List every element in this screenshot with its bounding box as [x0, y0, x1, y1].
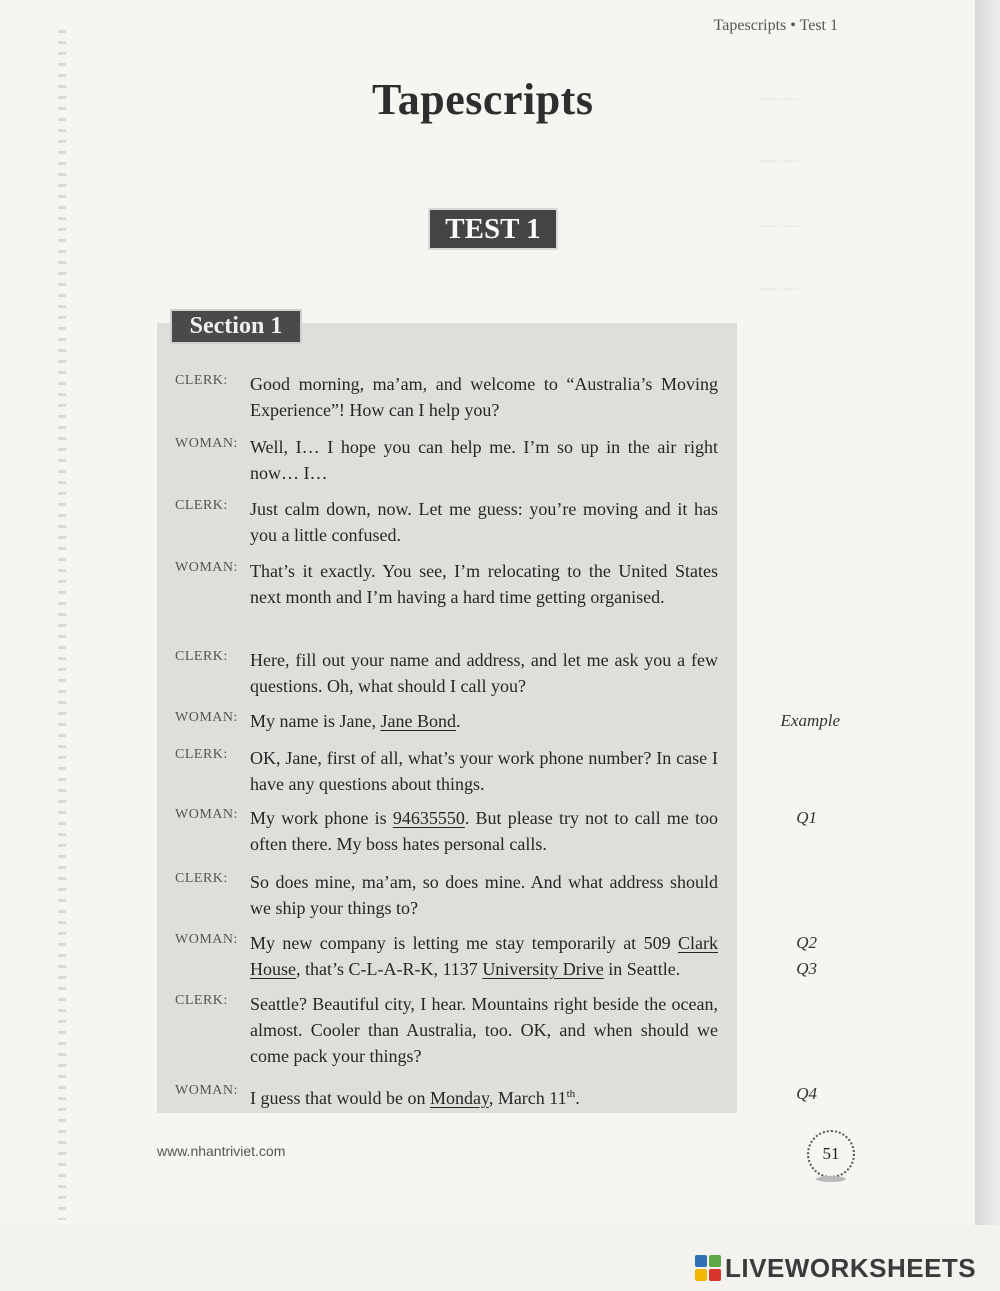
- text-run: , that’s C-L-A-R-K, 1137: [296, 959, 483, 979]
- speaker-label: WOMAN:: [175, 1083, 238, 1098]
- margin-note-q3: Q3: [796, 959, 817, 978]
- answer-underline: University Drive: [482, 959, 604, 979]
- speaker-label: CLERK:: [175, 747, 228, 762]
- text-run: My new company is letting me stay temporarily at 509: [250, 933, 678, 953]
- text-run: .: [455, 711, 461, 731]
- text-run: .: [575, 1088, 580, 1108]
- page-title: Tapescripts: [372, 75, 594, 124]
- text-run: I guess that would be on: [250, 1088, 430, 1108]
- text-run: Seattle? Beautiful city, I hear. Mountains right beside the ocean, almost. Cooler than Australia, too. OK, and when should we come pack your things?: [250, 994, 718, 1066]
- speaker-label: WOMAN:: [175, 710, 238, 725]
- speaker-label: CLERK:: [175, 993, 228, 1008]
- speaker-label: CLERK:: [175, 498, 228, 513]
- margin-note-example: Example: [780, 711, 840, 730]
- speaker-label: CLERK:: [175, 373, 228, 388]
- dialogue-text: [250, 869, 718, 921]
- text-run: That’s it exactly. You see, I’m relocating to the United States next month and I’m having a hard time getting organised.: [250, 561, 718, 607]
- liveworksheets-logo: [695, 1254, 976, 1282]
- dialogue-text: [250, 496, 718, 548]
- answer-underline: Clark House: [250, 933, 718, 979]
- text-run: Good morning, ma’am, and welcome to “Australia’s Moving Experience”! How can I help you?: [250, 374, 718, 420]
- text-run: My name is Jane,: [250, 711, 381, 731]
- text-run: . But please try not to call me too often there. My boss hates personal calls.: [250, 808, 718, 854]
- text-run: th: [566, 1088, 576, 1100]
- text-run: Well, I… I hope you can help me. I’m so up in the air right now… I…: [250, 437, 718, 483]
- text-run: , March 11: [488, 1088, 567, 1108]
- footer-url: www.nhantriviet.com: [157, 1143, 286, 1159]
- dialogue-text: [250, 708, 718, 734]
- test-badge: TEST 1: [428, 208, 558, 250]
- dialogue-text: [250, 805, 718, 857]
- text-run: OK, Jane, first of all, what’s your work phone number? In case I have any questions about things.: [250, 748, 718, 794]
- text-run: So does mine, ma’am, so does mine. And what address should we ship your things to?: [250, 872, 718, 918]
- dialogue-text: [250, 371, 718, 423]
- text-run: My work phone is: [250, 808, 393, 828]
- answer-underline: Jane Bond: [380, 711, 456, 731]
- speaker-label: WOMAN:: [175, 932, 238, 947]
- dialogue-text: [250, 434, 718, 486]
- speaker-label: WOMAN:: [175, 436, 238, 451]
- dialogue-text: [250, 1081, 718, 1111]
- dialogue-text: [250, 745, 718, 797]
- dialogue-text: [250, 991, 718, 1069]
- margin-note-q1: Q1: [796, 808, 817, 827]
- speaker-label: CLERK:: [175, 649, 228, 664]
- speaker-label: WOMAN:: [175, 807, 238, 822]
- dialogue-text: [250, 647, 718, 699]
- liveworksheets-logo-icon: [695, 1255, 721, 1281]
- answer-underline: Monday: [429, 1088, 489, 1108]
- speaker-label: CLERK:: [175, 871, 228, 886]
- margin-note-q2: Q2: [796, 933, 817, 952]
- text-run: in Seattle.: [603, 959, 681, 979]
- dialogue-text: [250, 558, 718, 610]
- dialogue-text: [250, 930, 718, 982]
- text-run: Here, fill out your name and address, and let me ask you a few questions. Oh, what should I call you?: [250, 650, 718, 696]
- section-label: Section 1: [170, 309, 302, 344]
- answer-underline: 94635550: [392, 808, 465, 828]
- page-number: 51: [807, 1130, 855, 1178]
- margin-note-q4: Q4: [796, 1084, 817, 1103]
- text-run: Just calm down, now. Let me guess: you’re moving and it has you a little confused.: [250, 499, 718, 545]
- brand-name: LIVEWORKSHEETS: [725, 1253, 977, 1283]
- speaker-label: WOMAN:: [175, 560, 238, 575]
- page-number-shadow: [816, 1176, 846, 1182]
- running-head: Tapescripts • Test 1: [713, 17, 838, 34]
